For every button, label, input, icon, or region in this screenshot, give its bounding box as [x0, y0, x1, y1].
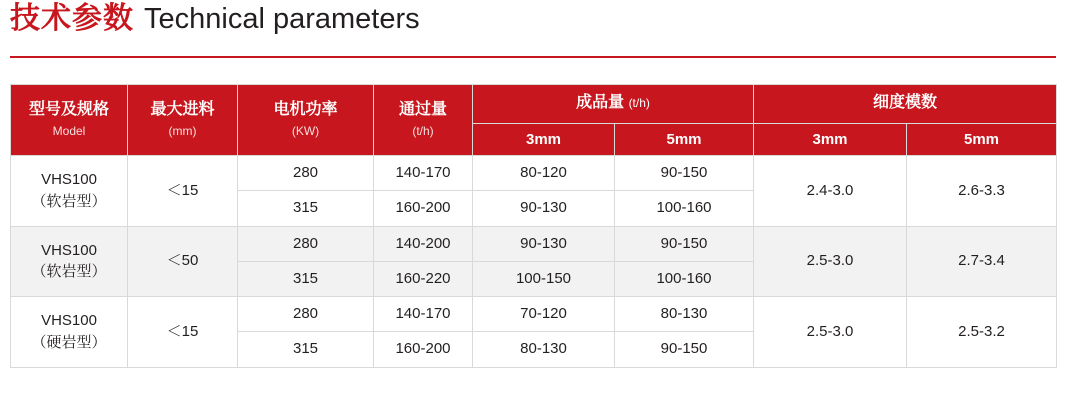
cell-output-3mm: 80-130: [473, 332, 615, 367]
cell-feed: ＜15: [128, 297, 238, 368]
col-header-power-unit: (KW): [291, 124, 320, 139]
col-header-capacity: [374, 85, 473, 156]
cell-fineness-3mm: 2.4-3.0: [754, 156, 907, 227]
cell-output-5mm: 90-150: [615, 156, 754, 191]
col-header-model-en: Model: [52, 124, 86, 139]
cell-model: [11, 156, 128, 227]
cell-capacity: 140-200: [374, 226, 473, 261]
cell-model: [11, 297, 128, 368]
cell-output-5mm: 90-150: [615, 226, 754, 261]
col-header-capacity-cn: 通过量: [398, 101, 447, 119]
cell-model-line1: VHS100: [41, 312, 97, 329]
cell-feed: ＜15: [128, 156, 238, 227]
cell-output-3mm: 80-120: [473, 156, 615, 191]
col-header-capacity-unit: (t/h): [412, 124, 434, 139]
cell-output-5mm: 100-160: [615, 191, 754, 226]
col-header-model: [11, 85, 128, 156]
cell-output-3mm: 70-120: [473, 297, 615, 332]
col-header-fineness-5mm: 5mm: [907, 124, 1057, 156]
spec-table-body: [11, 156, 1057, 368]
header-row-1: [11, 85, 1057, 124]
cell-output-3mm: 90-130: [473, 191, 615, 226]
spec-table-container: [10, 84, 1056, 368]
cell-fineness-3mm: 2.5-3.0: [754, 297, 907, 368]
cell-feed: ＜50: [128, 226, 238, 297]
cell-fineness-5mm: 2.5-3.2: [907, 297, 1057, 368]
col-header-output-5mm: 5mm: [615, 124, 754, 156]
cell-capacity: 140-170: [374, 156, 473, 191]
col-header-output-cn: 成品量: [576, 94, 625, 111]
cell-capacity: 160-220: [374, 261, 473, 296]
cell-fineness-3mm: 2.5-3.0: [754, 226, 907, 297]
cell-model-line1: VHS100: [41, 171, 97, 188]
cell-output-5mm: 90-150: [615, 332, 754, 367]
cell-capacity: 160-200: [374, 191, 473, 226]
cell-power: 315: [238, 332, 374, 367]
col-header-output-unit: (t/h): [628, 96, 650, 110]
header-divider: [10, 56, 1056, 58]
spec-table-head: [11, 85, 1057, 156]
col-header-fineness-cn: 细度模数: [873, 94, 938, 111]
cell-model: [11, 226, 128, 297]
page-header: [10, 4, 420, 34]
cell-model-line2: （硬岩型）: [31, 333, 107, 351]
col-header-fineness-3mm: 3mm: [754, 124, 907, 156]
col-header-power-cn: 电机功率: [273, 101, 338, 119]
cell-power: 280: [238, 226, 374, 261]
col-header-output-3mm: 3mm: [473, 124, 615, 156]
table-row: [11, 297, 1057, 332]
col-header-fineness-group: [754, 85, 1057, 124]
table-row: [11, 156, 1057, 191]
cell-power: 315: [238, 191, 374, 226]
page-title-cn: 技术参数: [10, 2, 134, 35]
cell-output-3mm: 100-150: [473, 261, 615, 296]
cell-output-5mm: 80-130: [615, 297, 754, 332]
col-header-output-label: [475, 91, 751, 115]
col-header-feed-unit: (mm): [168, 124, 197, 139]
cell-output-3mm: 90-130: [473, 226, 615, 261]
page-title-en: Technical parameters: [144, 3, 420, 35]
cell-fineness-5mm: 2.7-3.4: [907, 226, 1057, 297]
cell-model-line2: （软岩型）: [31, 192, 107, 210]
col-header-output-group: [473, 85, 754, 124]
col-header-feed: [128, 85, 238, 156]
col-header-power: [238, 85, 374, 156]
col-header-feed-cn: 最大进料: [150, 101, 215, 119]
cell-output-5mm: 100-160: [615, 261, 754, 296]
cell-capacity: 140-170: [374, 297, 473, 332]
cell-power: 280: [238, 297, 374, 332]
cell-capacity: 160-200: [374, 332, 473, 367]
cell-power: 280: [238, 156, 374, 191]
cell-power: 315: [238, 261, 374, 296]
cell-model-line2: （软岩型）: [31, 263, 107, 281]
cell-model-line1: VHS100: [41, 241, 97, 259]
spec-table: [10, 84, 1057, 368]
table-row: [11, 226, 1057, 261]
col-header-model-cn: 型号及规格: [28, 101, 109, 119]
cell-fineness-5mm: 2.6-3.3: [907, 156, 1057, 227]
